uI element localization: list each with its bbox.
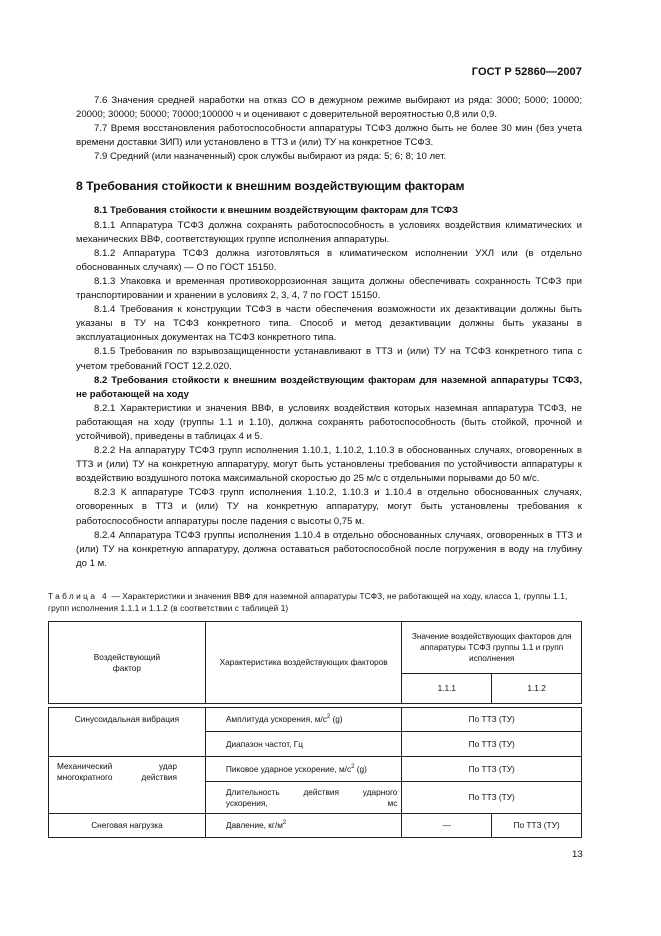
header-factor: Воздействующий фактор [49,622,206,704]
row-characteristic: Давление, $кг/м^2$ [205,814,402,838]
paragraph-8-2-1: 8.2.1 Характеристики и значения ВВФ, в условиях воздействия которых наземная аппаратура ТСФЗ, не работающая на ходу (группы 1.1 и 1.10), должна сохранять работоспособность (быть стойкой, прочной и устойчивой), приведены в таблицах 4 и 5. [76,402,582,442]
table-4-caption-text: — Характеристики и значения ВВФ для наземной аппаратуры ТСФЗ, не работающей на ходу, класса 1, группы 1.1, групп исполнения 1.1.1 и 1.1.2 (в соответствии с таблицей 1) [48,591,568,613]
subsection-8-2-title: 8.2 Требования стойкости к внешним воздействующим факторам для наземной аппаратуры ТСФЗ, не работающей на ходу [76,374,582,400]
paragraph-7-9: 7.9 Средний (или назначенный) срок службы выбирают из ряда: 5; 6; 8; 10 лет. [94,151,447,163]
paragraph-8-2-2: 8.2.2 На аппаратуру ТСФЗ групп исполнения 1.10.1, 1.10.2, 1.10.3 в обоснованных случаях, оговоренных в ТТЗ и (или) ТУ на конкретную аппаратуру, могут быть установлены требования по устойчивости аппаратуры к воздействию воздушного потока максимальной скоростью до 25 м/с с отдельными порывами до 50 м/с. [76,445,582,485]
paragraph-8-1-4: 8.1.4 Требования к конструкции ТСФЗ в части обеспечения возможности их дезактивации должны быть указаны в ТУ на ТСФЗ конкретного типа. Способ и метод дезактивации должны быть указаны в эксплуатационных документах на ТСФЗ конкретного типа. [76,304,582,344]
row-value: По ТТЗ (ТУ) [402,757,582,782]
paragraph-8-1-1: 8.1.1 Аппаратура ТСФЗ должна сохранять работоспособность в условиях воздействия климатических и механических ВВФ, соответствующих группе исполнения аппаратуры. [76,219,582,245]
paragraph-8-1-5: 8.1.5 Требования по взрывозащищенности устанавливают в ТТЗ и (или) ТУ на ТСФЗ конкретного типа с учетом требований ГОСТ 12.2.020. [76,346,582,372]
paragraph-8-2-3: 8.2.3 К аппаратуре ТСФЗ групп исполнения 1.10.2, 1.10.3 и 1.10.4 в отдельно обоснованных случаях, оговоренных в ТТЗ и (или) ТУ на конкретную аппаратуру, могут быть установлены требования к работоспособности аппаратуры после падения с высоты 0,75 м. [76,487,582,527]
table-4-caption [48,591,588,614]
row-value-1-1-2: По ТТЗ (ТУ) [492,814,582,838]
section-8-title: 8 Требования стойкости к внешним воздействующим факторам [76,179,465,194]
paragraph-8-1-2: 8.1.2 Аппаратура ТСФЗ должна изготовляться в климатическом исполнении УХЛ или (в отдельно обоснованных случаях) — О по ГОСТ 15150. [76,247,582,273]
table-row [49,708,582,732]
row-characteristic: Диапазон частот, Гц [205,732,402,757]
row-factor: Механический удар многократного действия [49,757,206,814]
table-4-caption-label: Таблица 4 [48,591,110,601]
row-value: По ТТЗ (ТУ) [402,708,582,732]
row-characteristic: Пиковое ударное ускорение, $м/с^2$ (g) [205,757,402,782]
row-value: По ТТЗ (ТУ) [402,732,582,757]
row-value-1-1-1: — [402,814,492,838]
row-factor: Снеговая нагрузка [49,814,206,838]
header-values: Значение воздействующих факторов для аппаратуры ТСФЗ группы 1.1 и групп исполнения [402,622,582,674]
paragraph-8-1-3: 8.1.3 Упаковка и временная противокоррозионная защита должны обеспечивать сохранность ТСФЗ при транспортировании и хранении в условиях 2, 3, 4, 7 по ГОСТ 15150. [76,275,582,302]
paragraph-7-7: 7.7 Время восстановления работоспособности аппаратуры ТСФЗ должно быть не более 30 мин (без учета времени доставки ЗИП) или установлено в ТТЗ и (или) ТУ на конкретное ТСФЗ. [76,123,582,149]
subsection-8-1-title: 8.1 Требования стойкости к внешним воздействующим факторам для ТСФЗ [94,205,458,217]
table-4 [48,621,582,838]
paragraph-7-6: 7.6 Значения средней наработки на отказ СО в дежурном режиме выбирают из ряда: 3000; 5000; 10000; 20000; 30000; 50000; 70000;100000 ч и оценивают с доверительной вероятностью 0,8 или 0,9. [76,95,582,121]
row-characteristic: Длительность действия ударного ускорения, мс [205,782,402,814]
header-col-1-1-1: 1.1.1 [402,674,492,704]
paragraph-8-2-4: 8.2.4 Аппаратура ТСФЗ группы исполнения 1.10.4 в отдельно обоснованных случаях, оговоренных в ТТЗ и (или) ТУ на конкретную аппаратуру, должна оставаться работоспособной после погружения в воду на глубину до 1 м. [76,529,582,569]
header-col-1-1-2: 1.1.2 [492,674,582,704]
body-text [76,94,582,571]
row-value: По ТТЗ (ТУ) [402,782,582,814]
row-factor: Синусоидальная вибрация [49,708,206,757]
standard-header: ГОСТ Р 52860—2007 [471,66,582,78]
header-characteristic: Характеристика воздействующих факторов [205,622,402,704]
row-characteristic: Амплитуда ускорения, $м/с^2$ (g) [205,708,402,732]
table-row [49,814,582,838]
page-number: 13 [572,849,583,860]
table-row [49,757,582,782]
